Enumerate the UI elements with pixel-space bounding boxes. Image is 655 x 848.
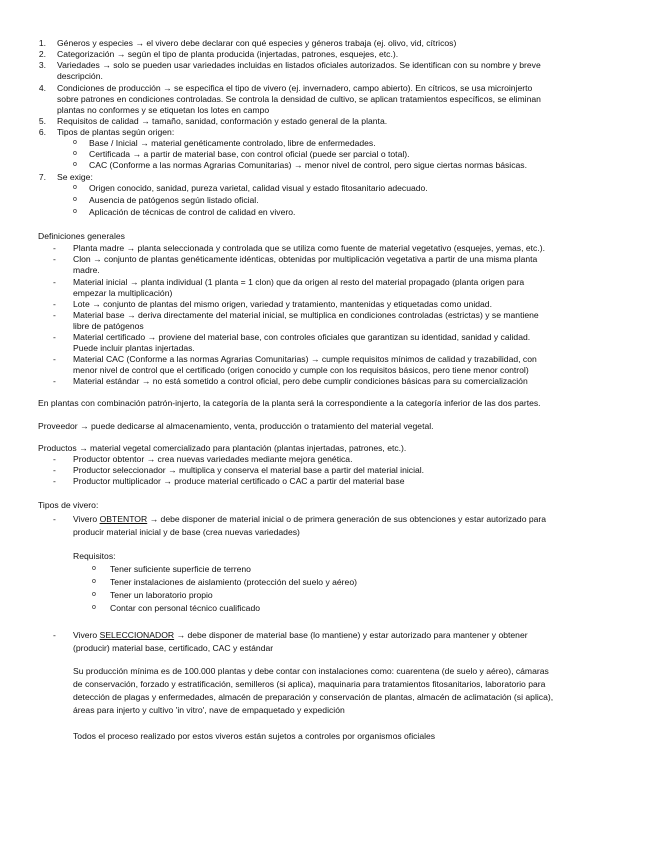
definition-item: madre. (73, 265, 100, 275)
bullet: - (53, 630, 56, 640)
list-item-text: Condiciones de producción → se especifica el tipo de vivero (ej. invernadero, campo abierto). En cítricos, se usa microinjerto (57, 83, 533, 93)
bullet: - (53, 277, 56, 287)
bullet: - (53, 299, 56, 309)
bullet: - (53, 243, 56, 253)
nursery-obtentor-line (73, 514, 546, 525)
production-text: de conservación, forzado y estratificación, semilleros (si aplica), maquinaria para tratamientos fitosanitarios, laboratorio para (73, 679, 546, 689)
nursery-seleccionador-line (73, 630, 528, 641)
list-number: 1. (38, 38, 46, 48)
list-item-text: Requisitos de calidad → tamaño, sanidad, conformación y estado general de la planta. (57, 116, 388, 126)
definition-item: Material estándar → no está sometido a control oficial, pero debe cumplir condiciones básicas para su comercialización (73, 376, 528, 386)
bullet: - (53, 254, 56, 264)
definition-item: Material certificado → proviene del material base, con controles oficiales que garantizan su identidad, sanidad y calidad. (73, 332, 531, 342)
requisito-item: Tener un laboratorio propio (110, 590, 213, 600)
bullet: o (73, 208, 77, 215)
bullet: - (53, 376, 56, 386)
list-number: 2. (38, 49, 46, 59)
nursery-description: (producir) material base, certificado, CAC y estándar (73, 643, 274, 653)
bullet: o (92, 578, 96, 585)
list-number: 3. (38, 60, 46, 70)
list-item-text: Variedades → solo se pueden usar variedades incluidas en listados oficiales autorizados. Se identifican con su nombre y breve (57, 60, 541, 70)
list-number: 5. (38, 116, 46, 126)
section-heading: Productos → material vegetal comercializado para plantación (plantas injertadas, patrones, etc.). (38, 443, 407, 453)
product-item: Productor multiplicador → produce material certificado o CAC a partir del material base (73, 476, 405, 486)
section-heading: Definiciones generales (38, 231, 125, 241)
requisito-item: Tener suficiente superficie de terreno (110, 564, 251, 574)
bullet: - (53, 354, 56, 364)
bullet: - (53, 332, 56, 342)
nursery-name-seleccionador: SELECCIONADOR (99, 630, 175, 640)
bullet: - (53, 310, 56, 320)
requirement-item: Origen conocido, sanidad, pureza varietal, calidad visual y estado fitosanitario adecuado. (89, 183, 428, 193)
nursery-description: → debe disponer de material base (lo mantiene) y estar autorizado para mantener y obtener (174, 630, 528, 640)
section-heading: Tipos de vivero: (38, 500, 99, 510)
list-item-text: Tipos de plantas según origen: (57, 127, 175, 137)
paragraph-supplier: Proveedor → puede dedicarse al almacenamiento, venta, producción o tratamiento del material vegetal. (38, 421, 434, 431)
nursery-prefix: Vivero (73, 514, 100, 524)
bullet: - (53, 476, 56, 486)
bullet: o (73, 161, 77, 168)
list-item-text: Se exige: (57, 172, 93, 182)
list-item-text: sobre patrones en condiciones controladas. Se controla la densidad de cultivo, se aplican tratamientos específicos, se eliminan (57, 94, 541, 104)
bullet: o (73, 196, 77, 203)
definition-item: Material CAC (Conforme a las normas Agrarias Comunitarias) → cumple requisitos mínimos de calidad y trazabilidad, con (73, 354, 537, 364)
origin-type-item: Certificada → a partir de material base, con control oficial (puede ser parcial o total). (89, 149, 410, 159)
definition-item: Material base → deriva directamente del material inicial, se multiplica en condiciones controladas (estrictas) y se mantiene (73, 310, 539, 320)
definition-item: Planta madre → planta seleccionada y controlada que se utiliza como fuente de material vegetativo (esquejes, yemas, etc.). (73, 243, 545, 253)
list-number: 7. (38, 172, 46, 182)
production-text: áreas para injerto y cultivo 'in vitro', nave de empaquetado y expedición (73, 705, 345, 715)
controls-text: Todos el proceso realizado por estos viveros están sujetos a controles por organismos oficiales (73, 731, 436, 741)
product-item: Productor obtentor → crea nuevas variedades mediante mejora genética. (73, 454, 353, 464)
bullet: o (73, 150, 77, 157)
requirement-item: Aplicación de técnicas de control de calidad en vivero. (89, 207, 296, 217)
requirement-item: Ausencia de patógenos según listado oficial. (89, 195, 259, 205)
nursery-name-obtentor: OBTENTOR (99, 514, 148, 524)
requisitos-label: Requisitos: (73, 551, 116, 561)
nursery-prefix: Vivero (73, 630, 100, 640)
definition-item: menor nivel de control que el certificado (origen conocido y cumple con los requisitos básicos, pero tiene menor control) (73, 365, 529, 375)
bullet: o (92, 591, 96, 598)
paragraph-grafted: En plantas con combinación patrón-injerto, la categoría de la planta será la correspondiente a la categoría inferior de las dos partes. (38, 398, 541, 408)
definition-item: empezar la multiplicación) (73, 288, 173, 298)
origin-type-item: CAC (Conforme a las normas Agrarias Comunitarias) → menor nivel de control, pero sigue ciertas normas básicas. (89, 160, 527, 170)
definition-item: Material inicial → planta individual (1 planta = 1 clon) que da origen al resto del material propagado (planta origen para (73, 277, 525, 287)
list-number: 4. (38, 83, 46, 93)
nursery-description: producir material inicial y de base (crea nuevas variedades) (73, 527, 300, 537)
origin-type-item: Base / Inicial → material genéticamente controlado, libre de enfermedades. (89, 138, 376, 148)
list-item-text: Géneros y especies → el vivero debe declarar con qué especies y géneros trabaja (ej. olivo, vid, cítricos) (57, 38, 457, 48)
list-item-text: Categorización → según el tipo de planta producida (injertadas, patrones, esquejes, etc.). (57, 49, 399, 59)
nursery-description: → debe disponer de material inicial o de primera generación de sus obtenciones y estar autorizado para (147, 514, 547, 524)
bullet: - (53, 465, 56, 475)
list-item-text: plantas no conformes y se etiquetan los lotes en campo (57, 105, 270, 115)
list-item-text: descripción. (57, 71, 103, 81)
production-text: detección de plagas y enfermedades, almacén de preparación y conservación de plantas, almacén de aclimatación (si aplica), (73, 692, 554, 702)
bullet: - (53, 454, 56, 464)
bullet: o (92, 565, 96, 572)
definition-item: Clon → conjunto de plantas genéticamente idénticas, obtenidas por multiplicación vegetativa a partir de una misma planta (73, 254, 538, 264)
bullet: - (53, 514, 56, 524)
definition-item: Puede incluir plantas injertadas. (73, 343, 195, 353)
requisito-item: Tener instalaciones de aislamiento (protección del suelo y aéreo) (110, 577, 357, 587)
bullet: o (73, 184, 77, 191)
requisito-item: Contar con personal técnico cualificado (110, 603, 261, 613)
product-item: Productor seleccionador → multiplica y conserva el material base a partir del material inicial. (73, 465, 425, 475)
production-text: Su producción mínima es de 100.000 plantas y debe contar con instalaciones como: cuarentena (de suelo y aéreo), cámaras (73, 666, 549, 676)
list-number: 6. (38, 127, 46, 137)
bullet: o (73, 139, 77, 146)
bullet: o (92, 604, 96, 611)
definition-item: Lote → conjunto de plantas del mismo origen, variedad y tratamiento, mantenidas y etiquetadas como unidad. (73, 299, 492, 309)
definition-item: libre de patógenos (73, 321, 144, 331)
